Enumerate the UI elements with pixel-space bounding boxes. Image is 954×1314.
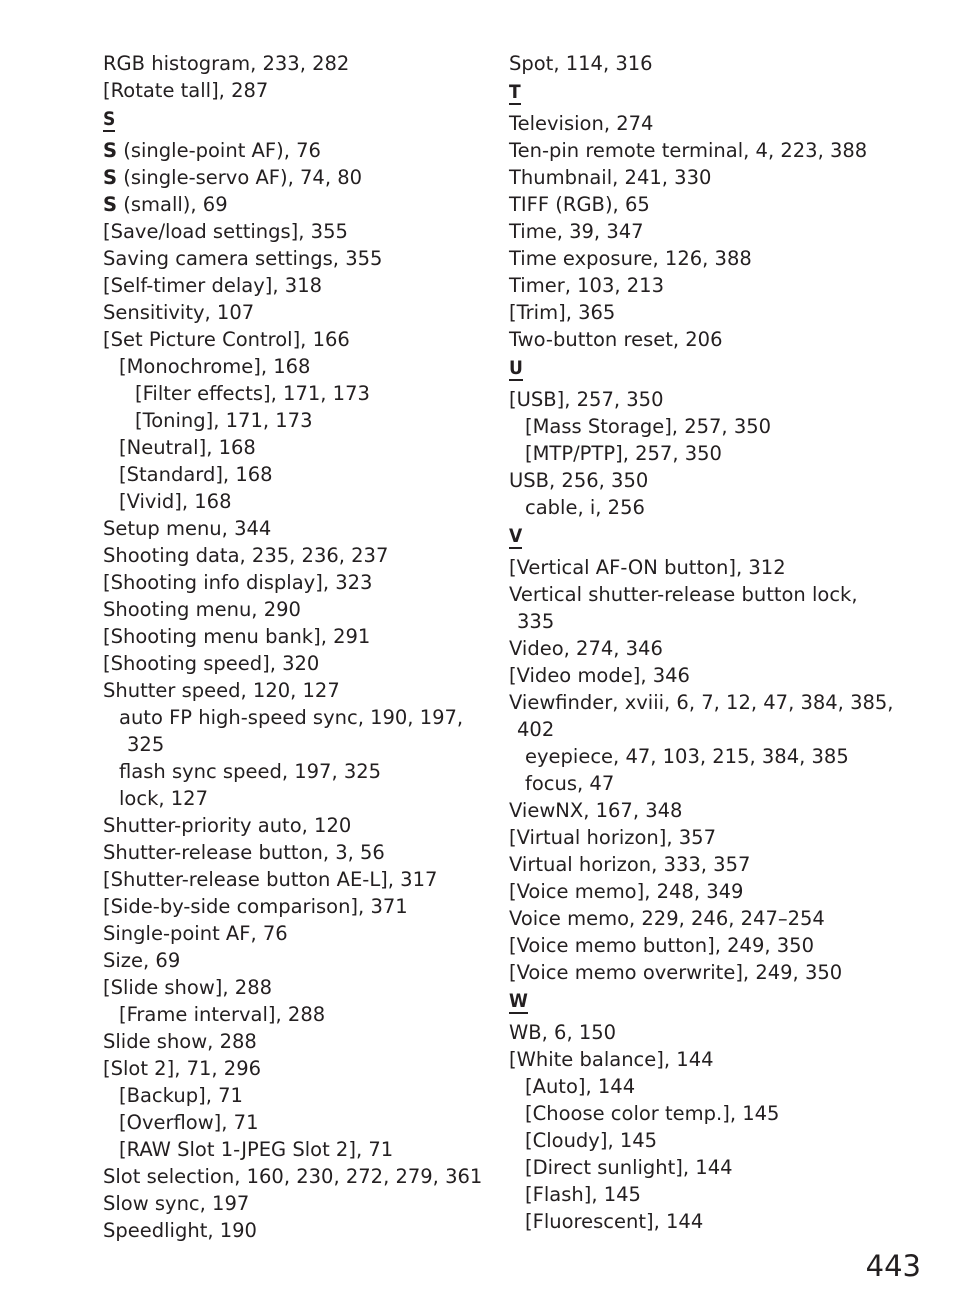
index-entry <box>509 662 909 689</box>
mode-symbol: S <box>103 139 118 162</box>
entry-text: 325 <box>127 733 165 756</box>
index-entry-continuation <box>509 716 909 743</box>
entry-text: [Save/load settings], 355 <box>103 220 348 243</box>
index-entry <box>509 272 909 299</box>
index-subentry <box>103 407 483 434</box>
index-entry <box>509 905 909 932</box>
index-entry <box>509 50 909 77</box>
entry-text: Time exposure, 126, 388 <box>509 247 752 270</box>
index-subentry <box>509 1181 909 1208</box>
section-heading-wrapper <box>509 77 909 110</box>
entry-text: Television, 274 <box>509 112 654 135</box>
entry-text: [Cloudy], 145 <box>525 1129 658 1152</box>
index-entry <box>103 542 483 569</box>
index-entry <box>509 191 909 218</box>
entry-text: (single-point AF), 76 <box>117 139 321 162</box>
index-entry <box>509 218 909 245</box>
entry-text: [USB], 257, 350 <box>509 388 664 411</box>
entry-text: Speedlight, 190 <box>103 1219 257 1242</box>
entry-text: [Side-by-side comparison], 371 <box>103 895 408 918</box>
entry-text: [Vivid], 168 <box>119 490 232 513</box>
entry-text: [Flash], 145 <box>525 1183 641 1206</box>
index-entry <box>103 866 483 893</box>
index-entry <box>103 1055 483 1082</box>
entry-text: Single-point AF, 76 <box>103 922 288 945</box>
entry-text: auto FP high-speed sync, 190, 197, <box>119 706 464 729</box>
entry-text: focus, 47 <box>525 772 615 795</box>
index-entry <box>103 974 483 1001</box>
entry-text: RGB histogram, 233, 282 <box>103 52 350 75</box>
index-entry <box>103 50 483 77</box>
entry-text: [Choose color temp.], 145 <box>525 1102 780 1125</box>
index-entry <box>103 137 483 164</box>
index-subentry <box>103 1109 483 1136</box>
entry-text: [Slot 2], 71, 296 <box>103 1057 262 1080</box>
index-entry <box>103 245 483 272</box>
index-subentry <box>509 1073 909 1100</box>
entry-text: (small), 69 <box>117 193 228 216</box>
index-entry <box>509 137 909 164</box>
index-subentry <box>103 434 483 461</box>
index-entry <box>103 569 483 596</box>
index-subentry <box>103 1082 483 1109</box>
index-entry <box>509 689 909 716</box>
entry-text: [Auto], 144 <box>525 1075 636 1098</box>
entry-text: lock, 127 <box>119 787 208 810</box>
index-column-right <box>509 50 909 1235</box>
index-entry <box>509 824 909 851</box>
entry-text: Slide show, 288 <box>103 1030 257 1053</box>
entry-text: [Filter effects], 171, 173 <box>135 382 370 405</box>
entry-text: Setup menu, 344 <box>103 517 272 540</box>
entry-text: flash sync speed, 197, 325 <box>119 760 382 783</box>
entry-text: Video, 274, 346 <box>509 637 663 660</box>
index-entry <box>103 191 483 218</box>
index-subentry <box>103 704 483 731</box>
index-entry <box>103 272 483 299</box>
index-entry <box>509 245 909 272</box>
entry-text: [Slide show], 288 <box>103 976 273 999</box>
index-entry <box>103 77 483 104</box>
index-entry <box>103 515 483 542</box>
index-subentry <box>103 785 483 812</box>
entry-text: USB, 256, 350 <box>509 469 649 492</box>
entry-text: cable, i, 256 <box>525 496 645 519</box>
entry-text: Slow sync, 197 <box>103 1192 250 1215</box>
index-entry <box>103 596 483 623</box>
section-letter-heading: U <box>509 357 523 379</box>
index-entry <box>103 839 483 866</box>
entry-text: 335 <box>517 610 555 633</box>
index-entry <box>509 164 909 191</box>
entry-text: [Voice memo], 248, 349 <box>509 880 744 903</box>
entry-text: Shooting data, 235, 236, 237 <box>103 544 389 567</box>
entry-text: [Overflow], 71 <box>119 1111 259 1134</box>
index-entry <box>103 947 483 974</box>
entry-text: [Backup], 71 <box>119 1084 243 1107</box>
index-entry <box>509 467 909 494</box>
index-entry <box>509 932 909 959</box>
index-subentry <box>103 758 483 785</box>
index-subentry <box>509 1100 909 1127</box>
entry-text: Virtual horizon, 333, 357 <box>509 853 751 876</box>
entry-text: Shutter speed, 120, 127 <box>103 679 340 702</box>
entry-text: [RAW Slot 1-JPEG Slot 2], 71 <box>119 1138 394 1161</box>
entry-text: [Set Picture Control], 166 <box>103 328 350 351</box>
index-subentry <box>103 353 483 380</box>
entry-text: [Standard], 168 <box>119 463 273 486</box>
index-entry <box>509 299 909 326</box>
index-subentry <box>103 1136 483 1163</box>
entry-text: [Direct sunlight], 144 <box>525 1156 733 1179</box>
entry-text: [Shooting menu bank], 291 <box>103 625 371 648</box>
entry-text: Sensitivity, 107 <box>103 301 255 324</box>
entry-text: [Trim], 365 <box>509 301 616 324</box>
entry-text: WB, 6, 150 <box>509 1021 617 1044</box>
index-entry <box>509 851 909 878</box>
entry-text: [Neutral], 168 <box>119 436 256 459</box>
entry-text: [Mass Storage], 257, 350 <box>525 415 772 438</box>
index-entry <box>103 218 483 245</box>
entry-text: Saving camera settings, 355 <box>103 247 383 270</box>
index-subentry <box>509 440 909 467</box>
entry-text: [Self-timer delay], 318 <box>103 274 323 297</box>
index-entry <box>103 164 483 191</box>
index-entry <box>103 677 483 704</box>
index-entry <box>103 1163 483 1190</box>
index-entry <box>103 1190 483 1217</box>
index-entry <box>509 386 909 413</box>
entry-text: [Toning], 171, 173 <box>135 409 313 432</box>
entry-text: [Voice memo overwrite], 249, 350 <box>509 961 843 984</box>
index-column-left <box>103 50 483 1244</box>
index-subentry <box>509 743 909 770</box>
index-entry <box>509 581 909 608</box>
section-letter-heading: S <box>103 108 116 130</box>
section-letter-heading: V <box>509 525 523 547</box>
index-entry <box>103 623 483 650</box>
index-entry <box>509 797 909 824</box>
index-entry <box>509 554 909 581</box>
entry-text: Vertical shutter-release button lock, <box>509 583 858 606</box>
entry-text: Time, 39, 347 <box>509 220 644 243</box>
index-entry <box>103 893 483 920</box>
index-entry <box>103 326 483 353</box>
entry-text: Spot, 114, 316 <box>509 52 653 75</box>
index-subentry <box>509 1208 909 1235</box>
index-entry <box>509 326 909 353</box>
entry-text: Viewfinder, xviii, 6, 7, 12, 47, 384, 385, <box>509 691 894 714</box>
entry-text: Shooting menu, 290 <box>103 598 301 621</box>
index-entry <box>103 1028 483 1055</box>
entry-text: [Video mode], 346 <box>509 664 690 687</box>
entry-text: Timer, 103, 213 <box>509 274 664 297</box>
index-subentry <box>509 413 909 440</box>
index-entry <box>509 1019 909 1046</box>
index-subentry <box>103 488 483 515</box>
entry-text: eyepiece, 47, 103, 215, 384, 385 <box>525 745 849 768</box>
entry-text: [Rotate tall], 287 <box>103 79 269 102</box>
index-entry <box>103 812 483 839</box>
entry-text: Size, 69 <box>103 949 181 972</box>
entry-text: TIFF (RGB), 65 <box>509 193 650 216</box>
index-entry <box>509 959 909 986</box>
index-entry <box>509 878 909 905</box>
index-subentry <box>103 380 483 407</box>
index-entry <box>509 635 909 662</box>
entry-text: Shutter-priority auto, 120 <box>103 814 352 837</box>
section-letter-heading: T <box>509 81 521 103</box>
entry-text: [Shooting info display], 323 <box>103 571 373 594</box>
page-number: 443 <box>865 1249 921 1283</box>
entry-text: [Voice memo button], 249, 350 <box>509 934 814 957</box>
entry-text: [Shutter-release button AE-L], 317 <box>103 868 438 891</box>
entry-text: [Fluorescent], 144 <box>525 1210 704 1233</box>
entry-text: 402 <box>517 718 555 741</box>
index-entry-continuation <box>509 608 909 635</box>
entry-text: [Virtual horizon], 357 <box>509 826 716 849</box>
section-letter-heading: W <box>509 990 528 1012</box>
index-subentry <box>509 770 909 797</box>
mode-symbol: S <box>103 193 118 216</box>
index-entry-continuation <box>103 731 483 758</box>
entry-text: [MTP/PTP], 257, 350 <box>525 442 722 465</box>
index-entry <box>103 299 483 326</box>
index-subentry <box>509 494 909 521</box>
section-heading-wrapper <box>509 353 909 386</box>
entry-text: [Shooting speed], 320 <box>103 652 320 675</box>
index-entry <box>103 650 483 677</box>
entry-text: [Monochrome], 168 <box>119 355 311 378</box>
index-entry <box>509 1046 909 1073</box>
entry-text: Ten-pin remote terminal, 4, 223, 388 <box>509 139 868 162</box>
index-entry <box>509 110 909 137</box>
index-entry <box>103 920 483 947</box>
entry-text: Two-button reset, 206 <box>509 328 723 351</box>
entry-text: Voice memo, 229, 246, 247–254 <box>509 907 825 930</box>
section-heading-wrapper <box>509 986 909 1019</box>
entry-text: Shutter-release button, 3, 56 <box>103 841 385 864</box>
index-subentry <box>509 1154 909 1181</box>
section-heading-wrapper <box>103 104 483 137</box>
index-subentry <box>103 461 483 488</box>
index-entry <box>103 1217 483 1244</box>
entry-text: Slot selection, 160, 230, 272, 279, 361 <box>103 1165 483 1188</box>
index-subentry <box>103 1001 483 1028</box>
entry-text: [Frame interval], 288 <box>119 1003 326 1026</box>
entry-text: ViewNX, 167, 348 <box>509 799 683 822</box>
entry-text: Thumbnail, 241, 330 <box>509 166 712 189</box>
entry-text: [Vertical AF-ON button], 312 <box>509 556 786 579</box>
index-subentry <box>509 1127 909 1154</box>
entry-text: [White balance], 144 <box>509 1048 714 1071</box>
section-heading-wrapper <box>509 521 909 554</box>
entry-text: (single-servo AF), 74, 80 <box>117 166 363 189</box>
mode-symbol: S <box>103 166 118 189</box>
